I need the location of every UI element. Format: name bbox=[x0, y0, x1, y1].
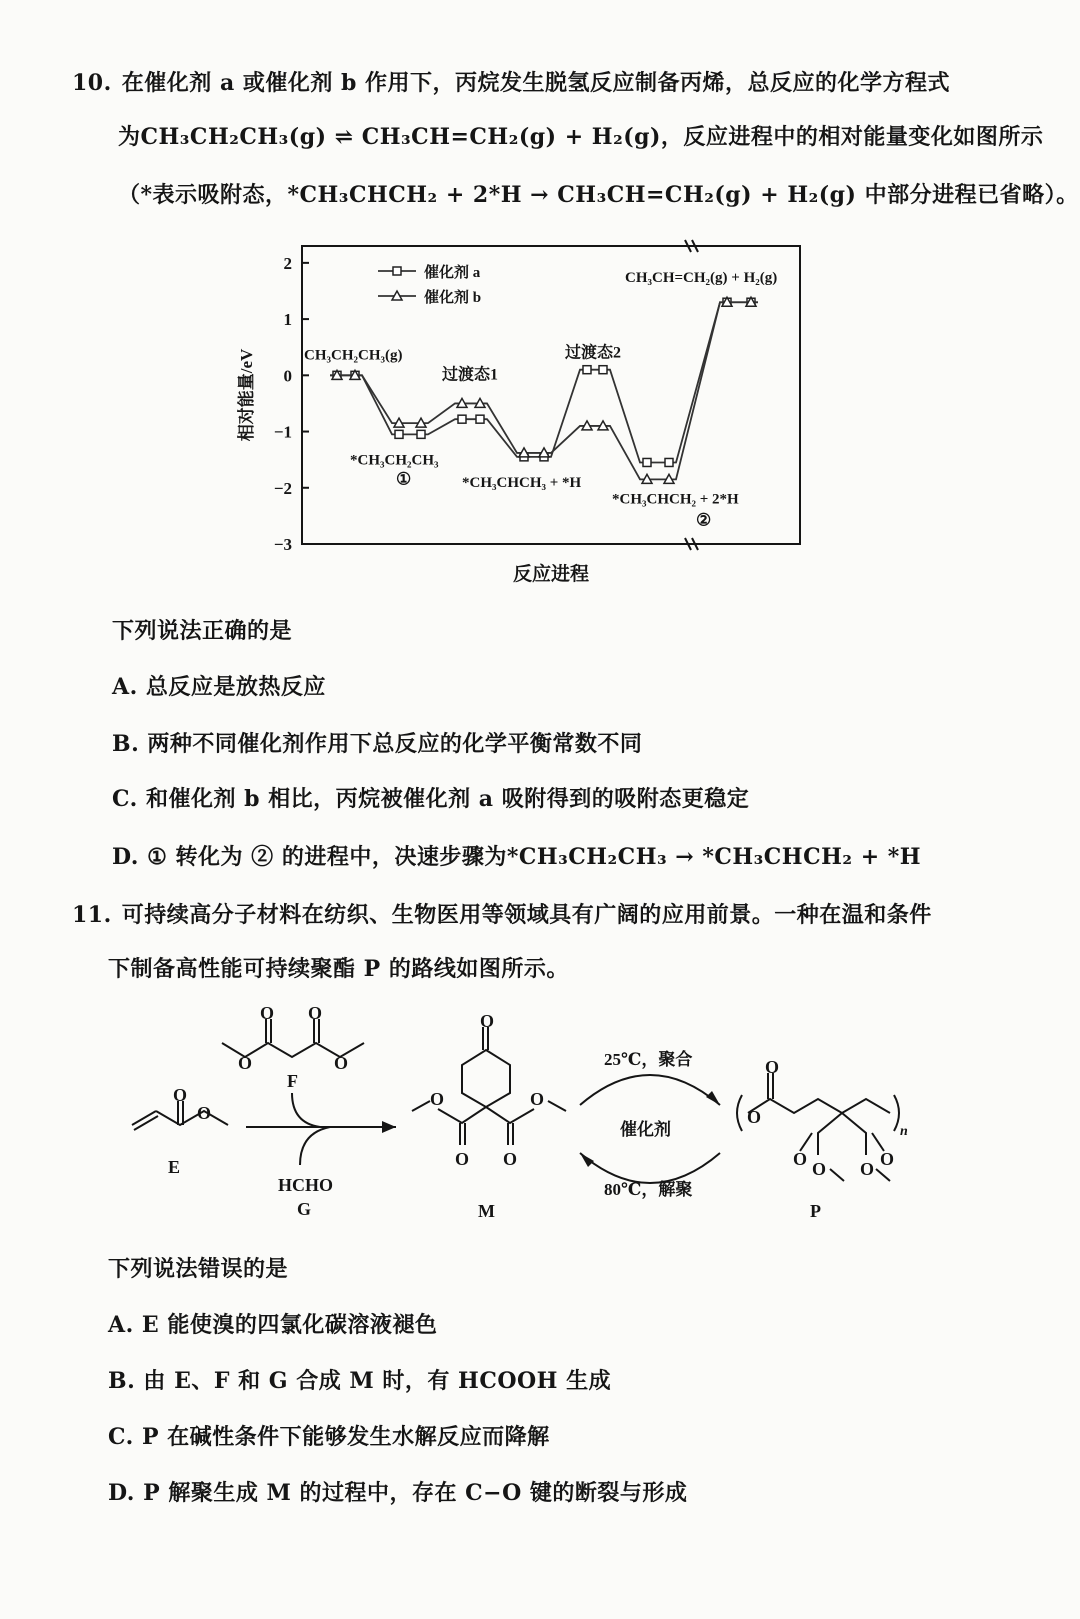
y-tick-label: 0 bbox=[283, 366, 292, 386]
data-point-a bbox=[599, 366, 607, 374]
y-axis-label: 相对能量/eV bbox=[237, 348, 256, 442]
q10-option-a: A. 总反应是放热反应 bbox=[112, 674, 326, 700]
annotation-product: CH₃CH=CH₂(g) + H₂(g) bbox=[625, 270, 778, 287]
svg-text:O: O bbox=[238, 1053, 253, 1073]
q10-stem-2: 为CH₃CH₂CH₃(g) ⇌ CH₃CH=CH₂(g) + H₂(g)，反应进程中的相对能量变化如图所示 bbox=[118, 124, 1044, 150]
q11-stem-2: 下制备高性能可持续聚酯 P 的路线如图所示。 bbox=[108, 956, 569, 982]
y-tick-label: 1 bbox=[283, 310, 292, 330]
y-tick-label: −3 bbox=[273, 535, 292, 554]
molecule-f bbox=[222, 1005, 364, 1091]
molecule-p bbox=[737, 1057, 908, 1221]
svg-text:O: O bbox=[455, 1149, 470, 1169]
backward-condition: 80℃，解聚 bbox=[604, 1180, 693, 1199]
q11-option-b: B. 由 E、F 和 G 合成 M 时，有 HCOOH 生成 bbox=[108, 1368, 612, 1394]
annotation-ts2: 过渡态2 bbox=[565, 344, 622, 362]
data-point-a bbox=[643, 458, 651, 466]
repeat-n: n bbox=[900, 1124, 908, 1139]
data-point-a bbox=[395, 430, 403, 438]
svg-text:O: O bbox=[260, 1005, 275, 1023]
label-e: E bbox=[168, 1157, 181, 1177]
svg-text:O: O bbox=[197, 1103, 212, 1123]
data-point-a bbox=[583, 366, 591, 374]
label-m: M bbox=[478, 1201, 495, 1221]
svg-text:O: O bbox=[793, 1149, 808, 1169]
annotation-start: CH₃CH₂CH₃(g) bbox=[304, 347, 403, 364]
legend-label: 催化剂 b bbox=[424, 290, 482, 306]
label-f: F bbox=[287, 1071, 298, 1091]
q11-stem-line1 bbox=[72, 898, 932, 929]
q10-prompt: 下列说法正确的是 bbox=[112, 618, 293, 644]
reaction-scheme bbox=[0, 1005, 1080, 1235]
molecule-m bbox=[412, 1011, 566, 1221]
svg-text:O: O bbox=[860, 1159, 875, 1179]
q10-option-d: D. ① 转化为 ② 的进程中，决速步骤为*CH₃CH₂CH₃ → *CH₃CHCH₂ + *H bbox=[112, 844, 922, 870]
svg-text:O: O bbox=[430, 1089, 445, 1109]
q11-number: 11. bbox=[72, 902, 112, 928]
y-tick-label: 2 bbox=[283, 253, 292, 273]
q11-stem-1: 可持续高分子材料在纺织、生物医用等领域具有广阔的应用前景。一种在温和条件 bbox=[121, 902, 932, 928]
data-point-a bbox=[476, 415, 484, 423]
y-tick-label: −1 bbox=[273, 422, 292, 442]
q11-option-d: D. P 解聚生成 M 的过程中，存在 C−O 键的断裂与形成 bbox=[108, 1480, 688, 1506]
svg-text:O: O bbox=[480, 1011, 495, 1031]
svg-text:O: O bbox=[880, 1149, 895, 1169]
data-point-a bbox=[665, 458, 673, 466]
svg-text:O: O bbox=[747, 1107, 762, 1127]
q10-stem-1: 在催化剂 a 或催化剂 b 作用下，丙烷发生脱氢反应制备丙烯，总反应的化学方程式 bbox=[121, 70, 951, 96]
q10-option-b: B. 两种不同催化剂作用下总反应的化学平衡常数不同 bbox=[112, 731, 643, 757]
svg-text:O: O bbox=[530, 1089, 545, 1109]
molecule-e bbox=[132, 1085, 228, 1177]
q10-stem-line1 bbox=[72, 66, 950, 97]
forward-condition: 25℃，聚合 bbox=[604, 1050, 693, 1069]
label-g: G bbox=[297, 1199, 312, 1219]
q11-option-a: A. E 能使溴的四氯化碳溶液褪色 bbox=[108, 1312, 438, 1338]
energy-diagram bbox=[0, 230, 1080, 590]
annotation-ts1: 过渡态1 bbox=[442, 366, 499, 384]
x-axis-label: 反应进程 bbox=[512, 564, 590, 585]
legend-marker-a bbox=[393, 267, 401, 275]
svg-text:O: O bbox=[334, 1053, 349, 1073]
svg-text:O: O bbox=[765, 1057, 780, 1077]
data-point-a bbox=[458, 415, 466, 423]
data-point-a bbox=[417, 430, 425, 438]
svg-text:O: O bbox=[173, 1085, 188, 1105]
annotation-circle-1: ① bbox=[396, 469, 412, 489]
svg-text:O: O bbox=[812, 1159, 827, 1179]
series-line-a bbox=[330, 302, 758, 462]
q10-option-c: C. 和催化剂 b 相比，丙烷被催化剂 a 吸附得到的吸附态更稳定 bbox=[112, 786, 750, 812]
q10-stem-3: （*表示吸附态，*CH₃CHCH₂ + 2*H → CH₃CH=CH₂(g) + H₂(g) 中部分进程已省略）。 bbox=[118, 182, 1079, 208]
svg-text:O: O bbox=[308, 1005, 323, 1023]
q11-option-c: C. P 在碱性条件下能够发生水解反应而降解 bbox=[108, 1424, 550, 1450]
q11-prompt: 下列说法错误的是 bbox=[108, 1256, 289, 1282]
annotation-circle-2: ② bbox=[696, 510, 712, 530]
legend-label: 催化剂 a bbox=[424, 265, 481, 281]
annotation-ads: *CH₃CH₂CH₃ bbox=[350, 452, 439, 469]
label-p: P bbox=[810, 1201, 821, 1221]
g-formula: HCHO bbox=[278, 1175, 334, 1195]
catalyst-label: 催化剂 bbox=[620, 1120, 671, 1139]
q10-number: 10. bbox=[72, 70, 112, 96]
y-tick-label: −2 bbox=[273, 478, 292, 498]
svg-text:O: O bbox=[503, 1149, 518, 1169]
annotation-end-ads: *CH₃CHCH₂ + 2*H bbox=[612, 491, 739, 508]
annotation-mid: *CH₃CHCH₃ + *H bbox=[462, 474, 582, 491]
